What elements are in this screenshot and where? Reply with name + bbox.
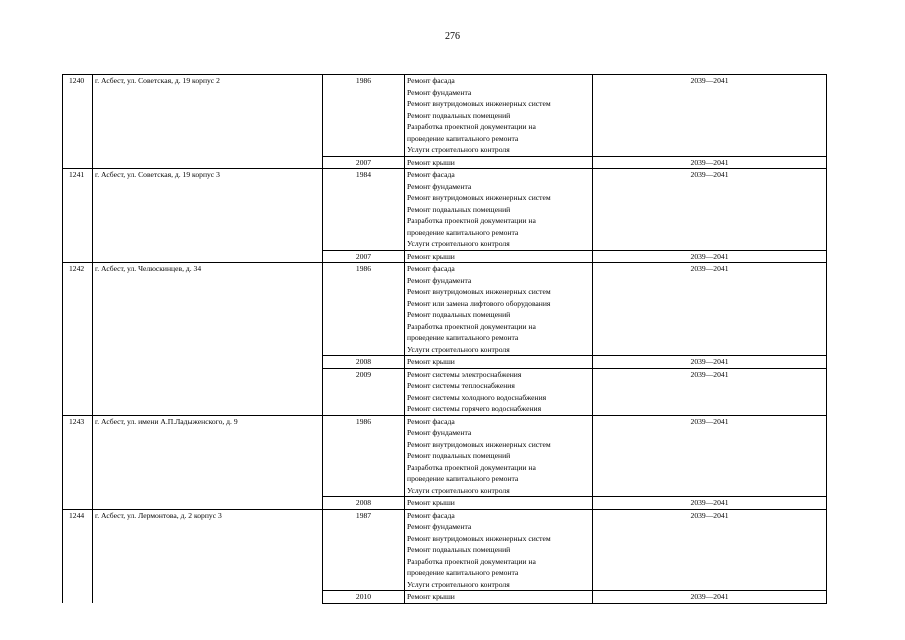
- work-item: проведение капитального ремонта: [407, 568, 519, 577]
- work-item: Ремонт внутридомовых инженерных систем: [407, 533, 551, 543]
- address-cell: г. Асбест, ул. имени А.П.Ладыженского, д. 9: [93, 415, 323, 509]
- year-cell: 1986: [323, 263, 405, 356]
- period-cell: 2039—2041: [593, 169, 827, 251]
- work-item: проведение капитального ремонта: [407, 333, 519, 342]
- work-item: Ремонт подвальных помещений: [407, 545, 511, 554]
- work-item: проведение капитального ремонта: [407, 227, 519, 237]
- year-cell: 2010: [323, 591, 405, 604]
- period-cell: 2039—2041: [593, 250, 827, 263]
- period-cell: 2039—2041: [593, 156, 827, 169]
- table-body: [63, 75, 827, 604]
- work-item: Ремонт фундамента: [407, 87, 472, 97]
- year-cell: 2008: [323, 497, 405, 510]
- year-cell: 1986: [323, 415, 405, 497]
- works-cell: [405, 156, 593, 169]
- year-cell: 2007: [323, 156, 405, 169]
- address-cell: г. Асбест, ул. Советская, д. 19 корпус 2: [93, 75, 323, 169]
- work-item: Ремонт системы горячего водоснабжения: [407, 404, 542, 413]
- page-number: 276: [445, 31, 460, 42]
- work-item: Ремонт фундамента: [407, 275, 472, 285]
- works-cell: [405, 169, 593, 251]
- table-row: [63, 75, 827, 157]
- work-item: Разработка проектной документации на: [407, 321, 536, 331]
- work-item: Разработка проектной документации на: [407, 556, 536, 566]
- house-number-cell: 1244: [63, 509, 93, 603]
- work-item: Разработка проектной документации на: [407, 122, 536, 131]
- work-item: Ремонт системы холодного водоснабжения: [407, 392, 547, 402]
- work-item: Ремонт фасада: [407, 416, 455, 426]
- work-item: Ремонт подвальных помещений: [407, 204, 511, 214]
- year-cell: 2008: [323, 356, 405, 369]
- year-cell: 2007: [323, 250, 405, 263]
- work-item: Ремонт фасада: [407, 510, 455, 520]
- year-cell: 2009: [323, 368, 405, 415]
- house-number-cell: 1241: [63, 169, 93, 263]
- works-cell: [405, 368, 593, 415]
- table-row: [63, 509, 827, 591]
- work-item: Ремонт крыши: [407, 357, 455, 366]
- work-item: проведение капитального ремонта: [407, 133, 519, 143]
- work-item: Ремонт подвальных помещений: [407, 310, 511, 319]
- work-item: Ремонт фасада: [407, 76, 455, 85]
- table-row: [63, 415, 827, 497]
- work-item: Ремонт внутридомовых инженерных систем: [407, 99, 551, 108]
- table-row: [63, 263, 827, 356]
- year-cell: 1986: [323, 75, 405, 157]
- period-cell: 2039—2041: [593, 497, 827, 510]
- house-number-cell: 1243: [63, 415, 93, 509]
- work-item: Ремонт подвальных помещений: [407, 451, 511, 460]
- work-item: Услуги строительного контроля: [407, 145, 510, 154]
- period-cell: 2039—2041: [593, 368, 827, 415]
- house-number-cell: 1242: [63, 263, 93, 416]
- work-item: Разработка проектной документации на: [407, 462, 536, 472]
- work-item: проведение капитального ремонта: [407, 474, 519, 483]
- works-cell: [405, 497, 593, 510]
- work-item: Ремонт внутридомовых инженерных систем: [407, 287, 551, 296]
- period-cell: 2039—2041: [593, 591, 827, 604]
- table-row: [63, 169, 827, 251]
- works-cell: [405, 250, 593, 263]
- work-item: Ремонт фундамента: [407, 428, 472, 437]
- work-item: Ремонт крыши: [407, 592, 455, 601]
- work-item: Ремонт крыши: [407, 157, 455, 167]
- house-number-cell: 1240: [63, 75, 93, 169]
- works-cell: [405, 75, 593, 157]
- work-item: Ремонт фундамента: [407, 522, 472, 531]
- address-cell: г. Асбест, ул. Лермонтова, д. 2 корпус 3: [93, 509, 323, 603]
- work-item: Ремонт системы теплоснабжения: [407, 381, 515, 390]
- period-cell: 2039—2041: [593, 415, 827, 497]
- works-cell: [405, 509, 593, 591]
- year-cell: 1987: [323, 509, 405, 591]
- period-cell: 2039—2041: [593, 356, 827, 369]
- work-item: Ремонт или замена лифтового оборудования: [407, 298, 551, 308]
- work-item: Услуги строительного контроля: [407, 485, 510, 495]
- work-item: Услуги строительного контроля: [407, 579, 510, 589]
- work-item: Ремонт внутридомовых инженерных систем: [407, 193, 551, 202]
- work-item: Ремонт фундамента: [407, 181, 472, 191]
- work-item: Услуги строительного контроля: [407, 344, 510, 354]
- works-cell: [405, 263, 593, 356]
- work-item: Ремонт внутридомовых инженерных систем: [407, 439, 551, 449]
- address-cell: г. Асбест, ул. Челюскинцев, д. 34: [93, 263, 323, 416]
- work-item: Разработка проектной документации на: [407, 216, 536, 225]
- works-cell: [405, 415, 593, 497]
- works-cell: [405, 591, 593, 604]
- period-cell: 2039—2041: [593, 263, 827, 356]
- works-cell: [405, 356, 593, 369]
- work-item: Ремонт фасада: [407, 170, 455, 179]
- address-cell: г. Асбест, ул. Советская, д. 19 корпус 3: [93, 169, 323, 263]
- capital-repair-table: [62, 74, 827, 604]
- work-item: Ремонт системы электроснабжения: [407, 369, 522, 379]
- work-item: Ремонт крыши: [407, 251, 455, 261]
- year-cell: 1984: [323, 169, 405, 251]
- work-item: Ремонт подвальных помещений: [407, 110, 511, 120]
- work-item: Ремонт крыши: [407, 498, 455, 507]
- work-item: Услуги строительного контроля: [407, 239, 510, 248]
- period-cell: 2039—2041: [593, 509, 827, 591]
- work-item: Ремонт фасада: [407, 264, 455, 273]
- period-cell: 2039—2041: [593, 75, 827, 157]
